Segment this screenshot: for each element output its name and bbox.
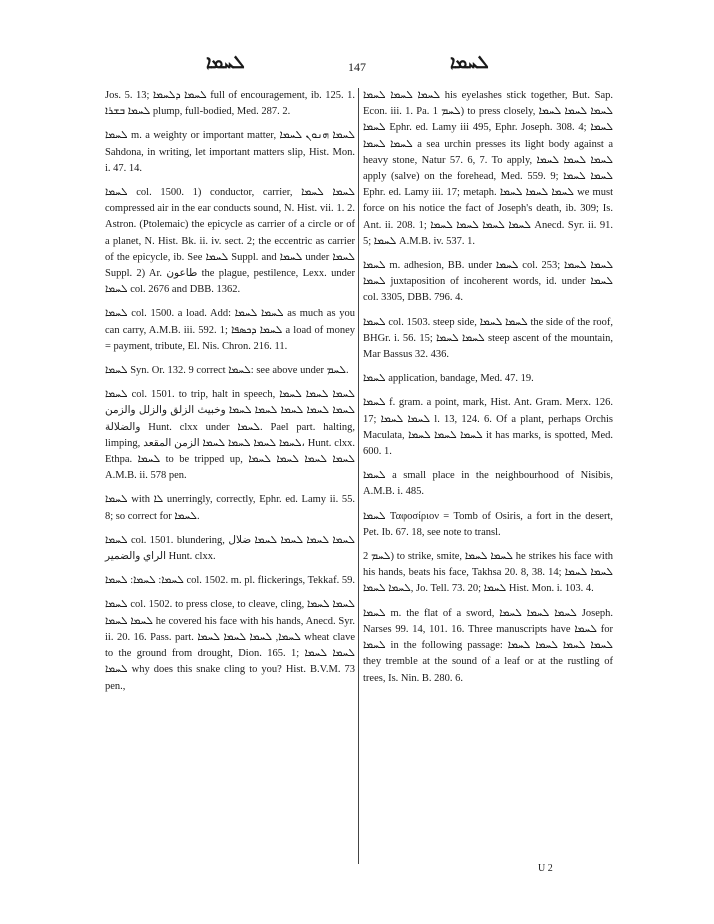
column-divider: [358, 88, 359, 864]
entry: ܠܚܡܐ Ταφοσίριον = Tomb of Osiris, a fort in the desert, Pet. Ib. 67. 18, see note to transl.: [363, 510, 613, 538]
entry: ܠܚܡܐ m. a weighty or important matter, ܠܚܡܐ ܗܢܘܢ ܠܚܡܐ Sahdona, in writing, let important matters slip, Hist. Mon. i. 47. 14.: [105, 130, 355, 174]
entry: ܠܚܡܐ application, bandage, Med. 47. 19.: [363, 373, 534, 385]
entry: ܠܚܡܐ ܠܚܡܐ ܠܚܡܐ his eyelashes stick together, But. Sap. Econ. iii. 1. Pa. ܠܚܡ 1) to press closely, ܠܚܡܐ ܠܚܡܐ ܠܚܡܐ ܠܚܡܐ Ephr. ed. Lamy iii 495, Ephr. Joseph. 308. 4; ܠܚܡܐ ܠܚܡܐ ܠܚܡܐ a sea urchin presses its light body against a heavy stone, Natur 57. 6, 7. To apply, ܠܚܡܐ ܠܚܡܐ ܠܚܡܐ apply (salve) on the forehead, Med. 559. 9; ܠܚܡܐ ܠܚܡܐ Ephr. ed. Lamy iii. 17; metaph. ܠܚܡܐ ܠܚܡܐ ܠܚܡܐ we must force on his notice the fact of Joseph's death, ib. 309; Is. Ant. ii. 208. 1; ܠܚܡܐ ܠܚܡܐ ܠܚܡܐ ܠܚܡܐ Anecd. Syr. ii. 91. 5; ܠܚܡܐ A.M.B. iv. 537. 1.: [363, 90, 614, 247]
entry: Jos. 5. 13; ܠܚܡܐ ܕܠܚܡܐ full of encouragement, ib. 125. 1. ܠܚܡܐ ܒܫܪܐ plump, full-bodied, Med. 287. 2.: [105, 90, 355, 118]
left-column: [105, 88, 355, 703]
entry: ܠܚܡܐ m. adhesion, BB. under ܠܚܡܐ col. 253; ܠܚܡܐ ܠܚܡܐ ܠܚܡܐ juxtaposition of incoherent words, id. under ܠܚܡܐ col. 3305, DBB. 796. 4.: [363, 260, 614, 304]
left-headword: ܠܚܡܐ: [206, 52, 245, 73]
signature-mark: U 2: [538, 863, 553, 874]
page-number: 147: [348, 60, 366, 74]
entry: ܠܚܡܐ col. 1501. to trip, halt in speech, ܠܚܡܐ ܠܚܡܐ ܠܚܡܐ ܠܚܡܐ ܠܚܡܐ ܠܚܡܐ ܠܚܡܐ ܠܚܡܐ وخبیث الزلق والزلل والزمن والضلالة Hunt. clxx under ܠܚܡܐ. Pael part. halting, limping, ܠܚܡܐ ܠܚܡܐ ܠܚܡܐ ܠܚܡܐ الزمن المقعد، Hunt. clxx. Ethpa. ܠܚܡܐ to be tripped up, ܠܚܡܐ ܠܚܡܐ ܠܚܡܐ ܠܚܡܐ A.M.B. ii. 578 pen.: [105, 389, 356, 482]
entry: ܠܚܡܐ col. 1501. blundering, ܠܚܡܐ ܠܚܡܐ ܠܚܡܐ ܠܚܡܐ ضلال الراي والضمير Hunt. clxx.: [105, 534, 355, 563]
entry: ܠܚܡܐ f. gram. a point, mark, Hist. Ant. Gram. Merx. 126. 17; ܠܚܡܐ ܠܚܡܐ l. 13, 124. 6. Of a plant, perhaps Orchis Maculata, ܠܚܡܐ ܠܚܡܐ ܠܚܡܐ it has marks, is spotted, Med. 600. 1.: [363, 397, 614, 458]
entry: ܠܚܡܐ col. 1500. a load. Add: ܠܚܡܐ ܠܚܡܐ as much as you can carry, A.M.B. iii. 592. 1; ܠܚܡܐ ܕܟܣܦܐ a load of money = payment, tribute, El. Nis. Chron. 216. 11.: [105, 308, 356, 352]
entry: ܠܚܡܐ col. 1502. to press close, to cleave, cling, ܠܚܡܐ ܠܚܡܐ ܠܚܡܐ ܠܚܡܐ he covered his face with his hands, Anecd. Syr. ii. 20. 16. Pass. part. ܠܚܡܐ, ܠܚܡܐ ܠܚܡܐ ܠܚܡܐ wheat clave to the ground from drought, Dion. 165. 1; ܠܚܡܐ ܠܚܡܐ ܠܚܡܐ why does this snake cling to you? Hist. B.V.M. 73 pen.,: [105, 599, 356, 692]
right-column: [363, 88, 613, 695]
entry: ܠܚܡܐ with ܠܐ unerringly, correctly, Ephr. ed. Lamy ii. 55. 8; so correct for ܠܚܡܐ.: [105, 494, 355, 522]
entry: ܠܚܡ 2) to strike, smite, ܠܚܡܐ ܠܚܡܐ he strikes his face with his hands, beats his face, Takhsa 20. 8, 38. 14; ܠܚܡܐ ܠܚܡܐ ܠܚܡܐ ܠܚܡܐ, Jo. Tell. 73. 20; ܠܚܡܐ Hist. Mon. i. 103. 4.: [363, 551, 614, 595]
entry: ܠܚܡܐ a small place in the neighbourhood of Nisibis, A.M.B. i. 485.: [363, 470, 613, 498]
right-headword: ܠܚܡܐ: [450, 52, 489, 73]
entry: ܠܚܡܐ m. the flat of a sword, ܠܚܡܐ ܠܚܡܐ ܠܚܡܐ Joseph. Narses 99. 14, 101. 16. Three manuscripts have ܠܚܡܐ for ܠܚܡܐ in the following passage: ܠܚܡܐ ܠܚܡܐ ܠܚܡܐ ܠܚܡܐ they tremble at the sound of a leaf or at the rustling of trees, Is. Nin. B. 280. 6.: [363, 607, 613, 684]
entry: ܠܚܡܐ: ܠܚܡܐ: ܠܚܡܐ col. 1502. m. pl. flickerings, Tekkaf. 59.: [105, 575, 355, 587]
entry: ܠܚܡܐ Syn. Or. 132. 9 correct ܠܚܡܐ: see above under ܠܚܡ.: [105, 365, 349, 377]
page-header: [0, 52, 714, 82]
entry: ܠܚܡܐ col. 1500. 1) conductor, carrier, ܠܚܡܐ ܠܚܡܐ compressed air in the ear conducts sound, N. Hist. vii. 1. 2. Astron. (Ptolemaic) the epicycle as carrier of a circle or of a planet, N. Hist. Bk. ii. iv. sect. 2; the eccentric as carrier of the epicycle, ib. See ܠܚܡܐ Suppl. and ܠܚܡܐ under ܠܚܡܐ Suppl. 2) Ar. طاعون the plague, pestilence, Lexx. under ܠܚܡܐ col. 2676 and DBB. 1362.: [105, 187, 356, 296]
entry: ܠܚܡܐ col. 1503. steep side, ܠܚܡܐ ܠܚܡܐ the side of the roof, BHGr. i. 56. 15; ܠܚܡܐ ܠܚܡܐ steep ascent of the mountain, Mar Bassus 32. 436.: [363, 316, 614, 361]
